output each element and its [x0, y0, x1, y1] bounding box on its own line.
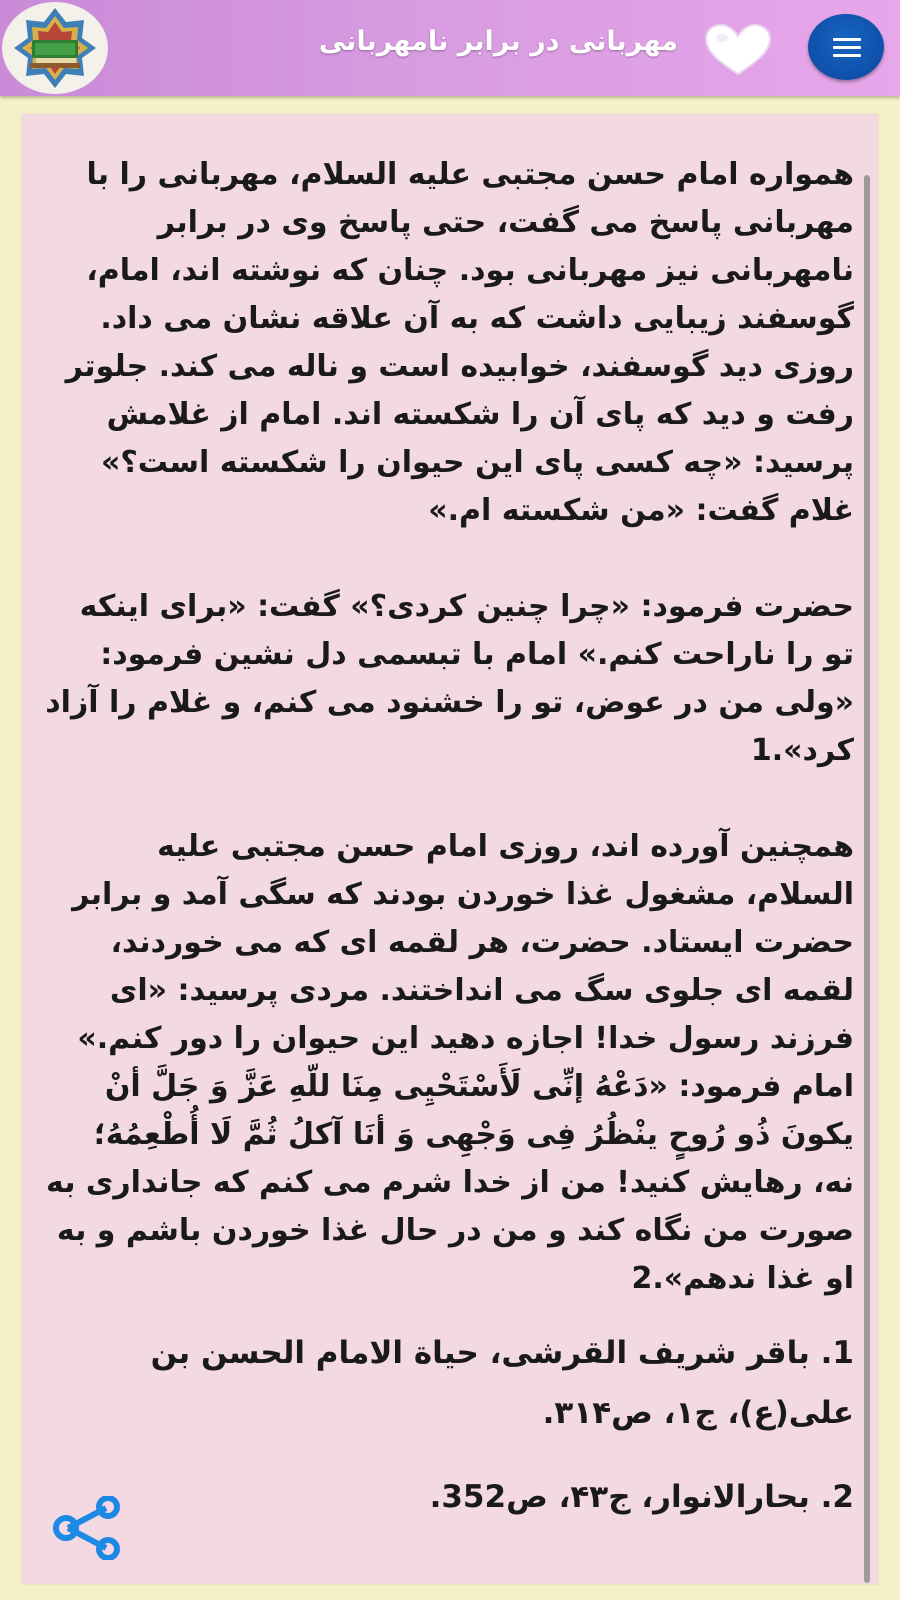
heart-icon[interactable]: [702, 22, 774, 78]
hamburger-menu-icon[interactable]: [808, 14, 884, 80]
reference-2: 2. بحارالانوار، ج۴۳، ص352.: [429, 1479, 854, 1515]
scrollbar[interactable]: [864, 175, 870, 1583]
article-body: [44, 151, 854, 1527]
article-paragraph-3: همچنین آورده اند، روزی امام حسن مجتبی علیه السلام، مشغول غذا خوردن بودند که سگی آمد و برابر حضرت ایستاد. حضرت، هر لقمه ای که می خوردند، لقمه ای جلوی سگ می انداختند. مردی پرسید: «ای فرزند رسول خدا! اجازه دهید این حیوان را دور کنم.» امام فرمود: «دَعْهُ إنِّی لَأَسْتَحْیِی مِنَا للّهِ عَزَّ وَ جَلَّ أنْ یکونَ ذُو رُوحٍ ینْظُرُ فِی وَجْهِی وَ أنَا آکلُ ثُمَّ لَا أُطْعِمُهُ؛ نه، رهایش کنید! من از خدا شرم می کنم که جانداری به صورت من نگاه کند و من در حال غذا خوردن باشم و به او غذا ندهم».2: [46, 829, 854, 1296]
article-paragraph-1: همواره امام حسن مجتبی علیه السلام، مهربانی را با مهربانی پاسخ می گفت، حتی پاسخ وی در برابر نامهربانی نیز مهربانی بود. چنان که نوشته اند، امام، گوسفند زیبایی داشت که به آن علاقه نشان می داد. روزی دید گوسفند، خوابیده است و ناله می کند. جلوتر رفت و دید که پای آن را شکسته اند. امام از غلامش پرسید: «چه کسی پای این حیوان را شکسته است؟» غلام گفت: «من شکسته ام.»: [65, 157, 854, 528]
page-title: مهربانی در برابر نامهربانی: [318, 26, 678, 57]
share-icon[interactable]: [52, 1496, 124, 1560]
quran-book-icon[interactable]: [2, 2, 108, 94]
article-paragraph-2: حضرت فرمود: «چرا چنین کردی؟» گفت: «برای اینکه تو را ناراحت کنم.» امام با تبسمی دل نشین فرمود: «ولی من در عوض، تو را خشنود می کنم، و غلام را آزاد کرد».1: [45, 589, 854, 768]
app-header: [0, 0, 900, 96]
reference-1: 1. باقر شریف القرشی، حیاة الامام الحسن بن علی(ع)، ج۱، ص۳۱۴.: [150, 1335, 854, 1431]
